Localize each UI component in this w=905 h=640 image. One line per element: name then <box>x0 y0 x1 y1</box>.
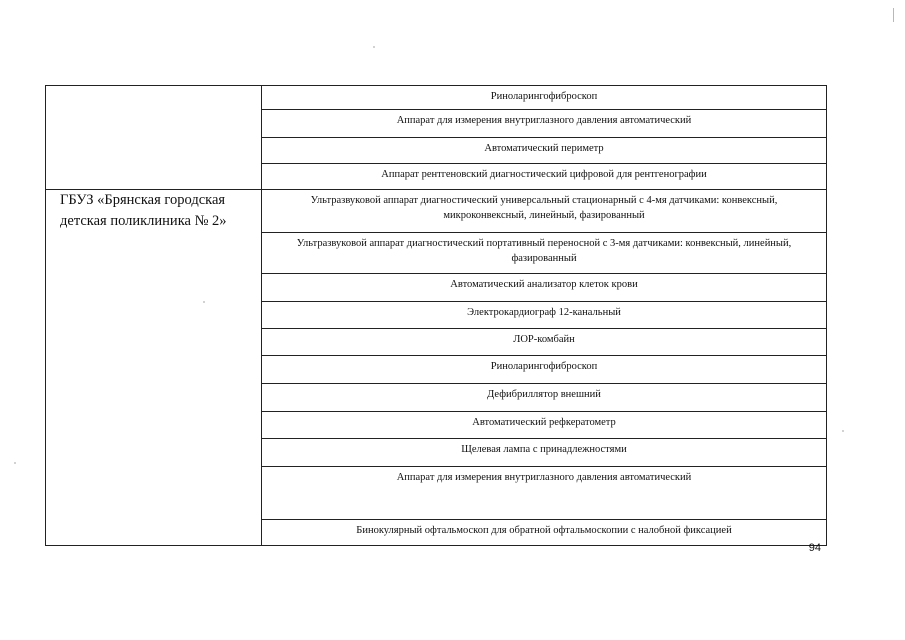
scan-edge-mark <box>893 8 894 22</box>
equipment-name: Риноларингофиброскоп <box>490 361 598 372</box>
equipment-name: Щелевая лампа с принадлежностями <box>461 444 627 455</box>
equipment-name: Автоматический рефкератометр <box>472 417 616 428</box>
equipment-name: Электрокардиограф 12-канальный <box>467 307 621 318</box>
equipment-name: Аппарат для измерения внутриглазного давления автоматический <box>396 472 692 483</box>
equipment-cell <box>262 164 827 190</box>
equipment-cell <box>262 439 827 467</box>
scan-speck <box>14 462 16 464</box>
equipment-name: Автоматический периметр <box>484 143 604 154</box>
organization-cell <box>46 86 262 190</box>
equipment-cell <box>262 86 827 110</box>
equipment-cell <box>262 274 827 302</box>
equipment-name: Аппарат рентгеновский диагностический цифровой для рентгенографии <box>381 169 707 180</box>
equipment-name: Аппарат для измерения внутриглазного давления автоматический <box>396 115 692 126</box>
equipment-cell <box>262 412 827 439</box>
equipment-name: Ультразвуковой аппарат диагностический портативный переносной с 3-мя датчиками: конвексный, линейный, фазированный <box>296 238 792 264</box>
table-row <box>46 86 827 110</box>
equipment-name: ЛОР-комбайн <box>513 334 575 345</box>
equipment-cell <box>262 190 827 233</box>
page-number: 94 <box>808 542 821 554</box>
equipment-name: Ультразвуковой аппарат диагностический универсальный стационарный с 4-мя датчиками: конвексный, микроконвексный, линейный, фазированный <box>310 195 778 221</box>
scan-speck <box>842 430 844 432</box>
equipment-cell <box>262 110 827 138</box>
equipment-name: Бинокулярный офтальмоскоп для обратной офтальмоскопии с налобной фиксацией <box>356 525 732 536</box>
equipment-cell <box>262 302 827 329</box>
equipment-table <box>45 85 827 546</box>
scan-speck <box>373 46 375 48</box>
table-row <box>46 190 827 233</box>
equipment-cell <box>262 329 827 356</box>
equipment-table-container <box>45 85 826 546</box>
equipment-name: Автоматический анализатор клеток крови <box>450 279 638 290</box>
organization-name: ГБУЗ «Брянская городская детская поликлиника № 2» <box>60 192 227 229</box>
equipment-name: Риноларингофиброскоп <box>490 91 598 102</box>
equipment-cell <box>262 356 827 384</box>
equipment-cell <box>262 384 827 412</box>
equipment-cell <box>262 138 827 164</box>
equipment-cell <box>262 520 827 546</box>
scan-speck <box>203 301 205 303</box>
equipment-cell <box>262 467 827 520</box>
equipment-cell <box>262 233 827 274</box>
organization-cell <box>46 190 262 546</box>
equipment-name: Дефибриллятор внешний <box>487 389 601 400</box>
